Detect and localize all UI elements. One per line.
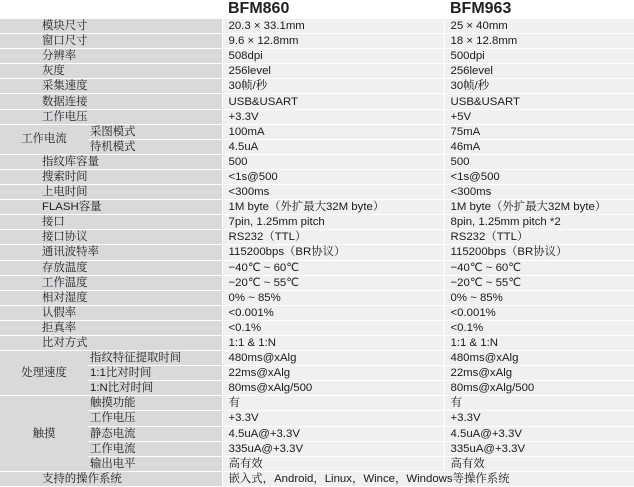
row-label: 灰度 [0,64,222,79]
row-sublabel: 指纹特征提取时间 [88,351,222,366]
row-value-bfm963: 335uA@+3.3V [444,441,634,456]
row-value-bfm963: 500dpi [444,49,634,64]
row-value-bfm963: <1s@500 [444,169,634,184]
table-row [0,185,634,200]
table-row [0,169,634,184]
table-row [0,335,634,350]
table-row [0,154,634,169]
row-value-bfm963: 22ms@xAlg [444,366,634,381]
row-sublabel: 采图模式 [88,124,222,139]
row-value-bfm860: 500 [222,154,444,169]
table-row [0,366,634,381]
row-value-bfm963: 0% ~ 85% [444,290,634,305]
row-sublabel: 静态电流 [88,426,222,441]
table-row [0,64,634,79]
row-value-bfm860: USB&USART [222,94,444,109]
row-label: 数据连接 [0,94,222,109]
row-value-bfm860: 480ms@xAlg [222,351,444,366]
row-value-bfm860: 高有效 [222,456,444,471]
row-value-merged: 嵌入式，Android，Linux，Wince，Windows等操作系统 [222,471,634,486]
table-row [0,351,634,366]
row-value-bfm860: 22ms@xAlg [222,366,444,381]
row-value-bfm963: <300ms [444,185,634,200]
table-row [0,200,634,215]
row-value-bfm963: −40℃ ~ 60℃ [444,260,634,275]
row-value-bfm860: +3.3V [222,411,444,426]
row-label: 工作温度 [0,275,222,290]
row-value-bfm963: 75mA [444,124,634,139]
table-row [0,441,634,456]
table-row [0,396,634,411]
row-value-bfm860: 80ms@xAlg/500 [222,381,444,396]
table-row [0,245,634,260]
row-value-bfm963: 500 [444,154,634,169]
row-value-bfm860: 4.5uA [222,139,444,154]
row-value-bfm860: 100mA [222,124,444,139]
row-value-bfm963: 有 [444,396,634,411]
row-value-bfm963: 30帧/秒 [444,79,634,94]
row-value-bfm963: −20℃ ~ 55℃ [444,275,634,290]
table-row [0,411,634,426]
row-label: 存放温度 [0,260,222,275]
row-value-bfm963: 480ms@xAlg [444,351,634,366]
row-value-bfm963: 80ms@xAlg/500 [444,381,634,396]
table-row [0,34,634,49]
table-row [0,49,634,64]
row-label: 上电时间 [0,185,222,200]
row-value-bfm963: RS232（TTL） [444,230,634,245]
row-value-bfm860: 1:1 & 1:N [222,335,444,350]
row-label: 认假率 [0,305,222,320]
row-value-bfm860: 508dpi [222,49,444,64]
row-sublabel: 待机模式 [88,139,222,154]
row-sublabel: 输出电平 [88,456,222,471]
row-label: 接口协议 [0,230,222,245]
row-label: 工作电压 [0,109,222,124]
row-value-bfm860: −40℃ ~ 60℃ [222,260,444,275]
row-sublabel: 1:1比对时间 [88,366,222,381]
table-row [0,230,634,245]
row-value-bfm860: <0.1% [222,320,444,335]
row-value-bfm963: +5V [444,109,634,124]
row-value-bfm963: 高有效 [444,456,634,471]
row-label: 通讯波特率 [0,245,222,260]
row-value-bfm963: 46mA [444,139,634,154]
table-row [0,456,634,471]
row-value-bfm963: 25 × 40mm [444,19,634,34]
row-value-bfm860: 20.3 × 33.1mm [222,19,444,34]
row-value-bfm860: 9.6 × 12.8mm [222,34,444,49]
row-value-bfm963: <0.001% [444,305,634,320]
group-label-working-current: 工作电流 [0,124,88,154]
row-value-bfm860: 7pin, 1.25mm pitch [222,215,444,230]
row-value-bfm963: 8pin, 1.25mm pitch *2 [444,215,634,230]
row-value-bfm860: RS232（TTL） [222,230,444,245]
row-label: 拒真率 [0,320,222,335]
table-row [0,260,634,275]
row-value-bfm963: <0.1% [444,320,634,335]
table-row [0,79,634,94]
row-value-bfm860: 30帧/秒 [222,79,444,94]
table-row [0,320,634,335]
table-row [0,19,634,34]
row-label: 支持的操作系统 [0,471,222,486]
row-value-bfm963: 18 × 12.8mm [444,34,634,49]
row-value-bfm860: −20℃ ~ 55℃ [222,275,444,290]
table-row [0,109,634,124]
row-value-bfm860: 115200bps（BR协议） [222,245,444,260]
row-label: 相对湿度 [0,290,222,305]
row-label: 采集速度 [0,79,222,94]
row-value-bfm860: 有 [222,396,444,411]
table-row [0,290,634,305]
row-value-bfm963: 256level [444,64,634,79]
row-label: 接口 [0,215,222,230]
row-value-bfm963: 1M byte（外扩最大32M byte） [444,200,634,215]
row-value-bfm860: +3.3V [222,109,444,124]
row-value-bfm963: 4.5uA@+3.3V [444,426,634,441]
row-label: 模块尺寸 [0,19,222,34]
row-value-bfm860: 256level [222,64,444,79]
row-value-bfm860: <300ms [222,185,444,200]
table-row [0,139,634,154]
row-sublabel: 工作电流 [88,441,222,456]
row-value-bfm860: 1M byte（外扩最大32M byte） [222,200,444,215]
group-label-touch: 触摸 [0,396,88,471]
table-row [0,215,634,230]
row-sublabel: 1:N比对时间 [88,381,222,396]
row-label: FLASH容量 [0,200,222,215]
header-blank [0,0,222,19]
row-label: 分辨率 [0,49,222,64]
row-value-bfm860: 0% ~ 85% [222,290,444,305]
row-value-bfm860: 4.5uA@+3.3V [222,426,444,441]
row-label: 窗口尺寸 [0,34,222,49]
table-row [0,471,634,486]
row-label: 指纹库容量 [0,154,222,169]
row-label: 搜索时间 [0,169,222,184]
header-model-1: BFM860 [222,0,444,19]
table-row [0,124,634,139]
row-value-bfm963: 115200bps（BR协议） [444,245,634,260]
group-label-processing-speed: 处理速度 [0,351,88,396]
row-value-bfm963: USB&USART [444,94,634,109]
header-model-2: BFM963 [444,0,634,19]
table-row [0,275,634,290]
row-value-bfm860: <1s@500 [222,169,444,184]
table-row [0,305,634,320]
header-row [0,0,634,19]
row-value-bfm860: <0.001% [222,305,444,320]
row-value-bfm963: +3.3V [444,411,634,426]
row-value-bfm860: 335uA@+3.3V [222,441,444,456]
row-value-bfm963: 1:1 & 1:N [444,335,634,350]
table-row [0,94,634,109]
row-sublabel: 触摸功能 [88,396,222,411]
table-row [0,381,634,396]
table-row [0,426,634,441]
row-sublabel: 工作电压 [88,411,222,426]
row-label: 比对方式 [0,335,222,350]
